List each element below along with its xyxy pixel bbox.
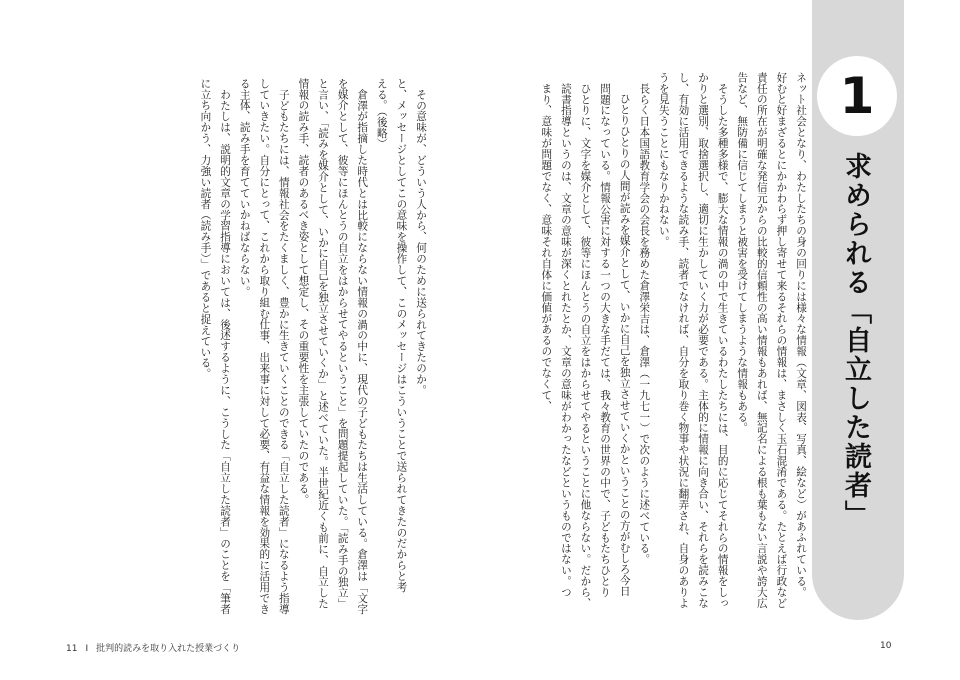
text-line: 長らく日本国語教育学会の会長を務めた倉澤栄吉は、倉澤（一九七一）で次のように述べている。 — [638, 82, 651, 565]
page-number: 10 — [880, 641, 892, 651]
right-page-body — [536, 72, 810, 617]
text-line: と言い、「読みを媒介として、いかに自己を独立させていくか」と述べていた。半世紀近くも前に、自立した — [317, 78, 330, 610]
quote-line: 読書指導というのは、文章の意味が深くとれたとか、文章の意味がわかったなどというものではない。つ — [559, 82, 572, 598]
quote-line: ひとりひとりの人間が読みを媒介として、いかに自己を独立させていくかということの方がむしろ今日 — [618, 93, 631, 597]
text-line: かりと選別、取捨選択し、適切に生かしていく力が必要である。主体的に情報に向き合い、それらを読みこな — [697, 72, 710, 609]
text-line: に立ち向かう、力強い読者（読み手）」であると捉えている。 — [199, 78, 212, 380]
quote-line: 問題になっている。情報公害に対する一つの大きな手だては、我々教育の世界の中で、子どもたちひとり — [599, 82, 612, 598]
footer-right — [880, 641, 891, 651]
text-line: わたしは、説明的文章の学習指導においては、後述するように、こうした「自立した読者」のことを「筆者 — [219, 88, 232, 615]
quote-line: その意味が、どういう人から、何のために送られてきたのか。 — [415, 88, 427, 396]
text-line: ネット社会となり、わたしたちの身の回りには様々な情報（文章、図表、写真、絵など）があふれている。 — [795, 72, 807, 598]
text-line: 責任の所在が明確な発信元からの比較的信頼性の高い情報もあれば、無記名による根も葉もない言説や誇大広 — [755, 72, 768, 609]
text-line: 告など、無防備に信じてしまうと被害を受けてしまうような情報もある。 — [736, 72, 749, 434]
text-line: と、メッセージとしてこの意味を操作して、このメッセージはこういうことで送られてきたのだからと考 — [395, 78, 408, 593]
chapter-number: 1 — [817, 56, 897, 136]
quote-line: ひとりに、文字を媒介として、彼等にほんとうの自立をはからせてやるということに他ならない。だから、 — [579, 82, 592, 609]
footer-left — [66, 641, 240, 654]
left-page-body — [195, 78, 430, 623]
text-line: 好むと好まざるとにかかわらず押し寄せて来るそれらの情報は、まさしく玉石混淆である。たとえば行政など — [775, 72, 788, 609]
text-line: うを見失うことにもなりかねない。 — [657, 72, 670, 248]
running-title: 批判的読みを取り入れた授業づくり — [96, 644, 241, 654]
text-line: える。（後略） — [375, 78, 388, 150]
part-marker: Ⅰ — [85, 644, 89, 654]
text-line: 子どもたちには、情報社会をたくましく、豊かに生きていくことのできる「自立した読者」になるよう指導 — [277, 88, 290, 615]
text-line: を媒介として、彼等にほんとうの自立をはからせてやるということ」を問題提起していた。「読み手の独立」 — [336, 78, 349, 610]
chapter-title: 求められる「自立した読者」 — [840, 152, 871, 529]
text-line: る主体、読み手を育てていかねばならない。 — [238, 78, 251, 297]
text-line: 情報の読み手、読者のあるべき姿として想定し、その重要性を主張していたのである。 — [297, 78, 310, 506]
text-line: 倉澤が指摘した時代とは比較にならない情報の渦の中に、現代の子どもたちは生活している。倉澤は「文字 — [356, 88, 369, 615]
text-line: そうした多種多様で、膨大な情報の渦の中で生きているわたしたちには、目的に応じてそれらの情報をしっ — [716, 82, 729, 609]
page-number: 11 — [66, 644, 78, 654]
text-line: していきたい。自分にとって、これから取り組む仕事、出来事に対して必要、有益な情報を効果的に活用でき — [258, 78, 271, 615]
text-line: し、有効に活用できるような読み手、読者でなければ、自分を取り巻く物事や状況に翻弄され、自身のありよ — [677, 72, 690, 609]
quote-line: まり、意味が問題でなく、意味それ自体に価値があるのでなくて、 — [540, 82, 553, 412]
